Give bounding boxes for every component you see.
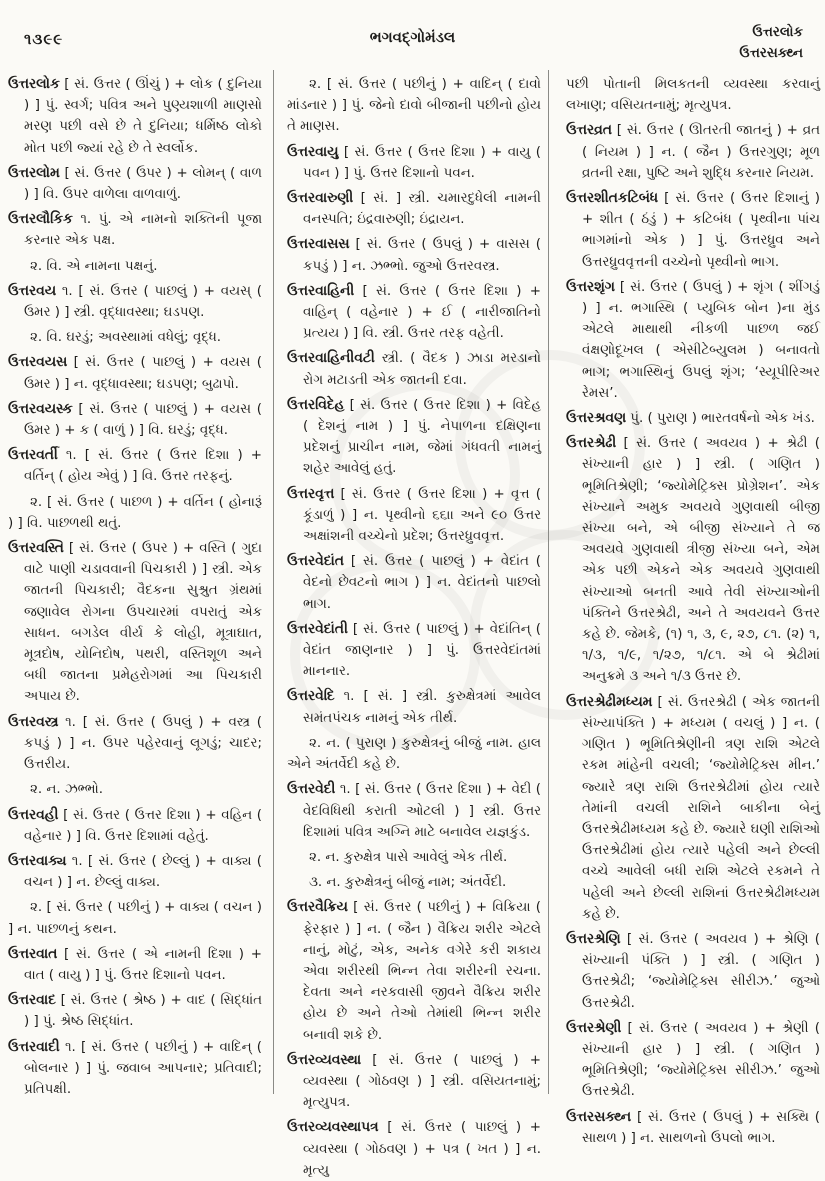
entry-headword: ઉત્તરવૃત્ત xyxy=(287,485,335,502)
entry-headword: ઉત્તરવાયુ xyxy=(287,143,339,160)
entry-headword: ઉત્તરલૌકિક xyxy=(8,211,73,228)
entry-headword: ઉત્તરવેદાંતી xyxy=(287,620,348,637)
entry-headword: ઉત્તરવસ્તિ xyxy=(8,540,64,557)
entry-headword: ઉત્તરવ્યવસ્થાપત્ર xyxy=(287,1119,379,1136)
entry-body: [ સં. ઉત્તર ( ઉપર ) + વસ્તિ ( ગુદા વાટે પાણી ચડાવવાની પિચકારી ) ] સ્ત્રી. એક જાતની પિચકારી; વૈદકના સુશ્રુત ગ્રંથમાં જણાવેલ રોગના ઉપચારમાં વપરાતું એક સાધન. બગડેલ વીર્ય કે લોહી, મૂત્રાઘાત, મૂત્રદોષ, યોનિદોષ, પથરી, વસ્તિશૂળ અને બધી જાતના પ્રમેહરોગમાં આ પિચકારી અપાય છે. xyxy=(24,541,262,705)
entry-headword: ઉત્તરવૈક્રિય xyxy=(287,899,348,916)
dictionary-entry xyxy=(287,551,541,615)
dictionary-entry xyxy=(287,872,541,893)
entry-body: ૧. પું. એ નામનો શક્તિની પૂજા કરનાર એક પક્ષ. xyxy=(24,212,263,249)
dictionary-entry xyxy=(287,348,541,390)
entry-headword: ઉત્તરલોક xyxy=(8,76,60,92)
entry-headword: ઉત્તરશ્રેણિ xyxy=(566,930,621,947)
dictionary-entry xyxy=(8,209,262,251)
entry-headword: ઉત્તરવસ્ત્ર xyxy=(8,713,59,730)
entry-headword: ઉત્તરવેદાંત xyxy=(287,553,344,570)
dictionary-entry xyxy=(287,188,541,230)
entry-body: [ સં. ઉત્તર ( ઉત્તર દિશા ) + વાયુ ( પવન ) ] પું. ઉત્તર દિશાનો પવન. xyxy=(303,144,541,181)
entry-headword: ઉત્તરવાક્ય xyxy=(8,852,67,869)
entry-headword: ઉત્તરવર્તી xyxy=(8,447,58,464)
entry-headword: ઉત્તરશ્રવણ xyxy=(566,410,626,427)
entry-headword: ઉત્તરવિદેહ xyxy=(287,396,345,413)
dictionary-entry xyxy=(8,281,262,323)
dictionary-entry xyxy=(8,897,262,939)
entry-body: [ સં. ઉત્તર ( પાછલું ) + વ્યવસ્થા ( ગોઠવણ ) + પત્ર ( ખત ) ] ન. મૃત્યુ xyxy=(303,1120,541,1178)
dictionary-entry xyxy=(287,484,541,548)
entry-body: ૨. વિ. ઘરડું; અવસ્થામાં વધેલું; વૃદ્ધ. xyxy=(30,330,222,346)
entry-body: ૨. [ સં. ઉત્તર ( પાછળ ) + વર્તિન ( હોનારૂં ) ] વિ. પાછળથી થતું. xyxy=(8,494,262,531)
entry-body: ૧. [ સં. ઉત્તર ( પાછલું ) + વયસ્ ( ઉમર ) ] સ્ત્રી. વૃદ્ધાવસ્થા; ઘડપણ. xyxy=(24,283,262,321)
entry-body: [ સં. ઉત્તર ( ઉત્તર દિશા ) + વાહિન્ ( વહેનાર ) + ઈ ( નારીજાતિનો પ્રત્યય ) ] વિ. સ્ત્રી. ઉત્તર તરફ વહેતી. xyxy=(303,283,541,342)
dictionary-entry xyxy=(287,74,541,138)
dictionary-entry xyxy=(566,188,820,273)
entry-body: [ સં. ઉત્તર ( ઉપર ) + લોમન્ ( વાળ ) ] વિ. ઉપર વાળેલા વાળવાળું. xyxy=(24,165,262,203)
dictionary-entry xyxy=(8,163,262,205)
entry-body: ૨. ન. ( પુરાણ ) કુરુક્ષેત્રનું બીજું નામ. હાલ એને અંતર્વેદી કહે છે. xyxy=(287,735,541,773)
entry-body: [ સં. ઉત્તર ( પાછલું ) + વયસ ( ઉમર ) ] ન. વૃદ્ધાવસ્થા; ઘડપણ; બુઢાપો. xyxy=(24,355,262,392)
dictionary-entry xyxy=(8,445,262,487)
dictionary-entry xyxy=(287,897,541,1045)
dictionary-entry xyxy=(566,692,820,925)
entry-body: [ સં. ઉત્તર ( અવયવ ) + શ્રેણિ ( સંખ્યાની પંક્તિ ) ] સ્ત્રી. ( ગણિત ) ઉત્તરશ્રેઢી; ‘જ્યોમેટ્રિક્સ સીરીઝ.’ જુઓ ઉત્તરશ્રેઢી. xyxy=(582,931,820,1011)
entry-body: [ સં. ઉત્તર ( એ નામની દિશા ) + વાત ( વાયુ ) ] પું. ઉત્તર દિશાનો પવન. xyxy=(24,946,262,983)
dictionary-entry xyxy=(287,1117,541,1181)
dictionary-entry xyxy=(287,142,541,184)
entry-body: [ સં. ઉત્તર ( પછીનું ) + વિક્રિયા ( ફેરફાર ) ] ન. ( જૈન ) વૈક્રિય શરીર એટલે નાનું, મોટું, એક, અનેક વગેરે કરી શકાય એવા શરીરથી ભિન્ન તેવા શરીરની રચના. દેવતા અને નરકવાસી જીવને વૈક્રિય શરીર હોય છે અને તેઓ તેમાંથી ભિન્ન શરીર બનાવી શકે છે. xyxy=(303,900,541,1043)
entry-headword: ઉત્તરવાદી xyxy=(8,1038,60,1055)
dictionary-entry xyxy=(287,619,541,683)
entry-headword: ઉત્તરવાહિની xyxy=(287,282,355,299)
dictionary-entry xyxy=(566,120,820,184)
guide-word-last: ઉત્તરસક્થ્ન xyxy=(739,45,803,61)
entry-body: ૨. ન. કુરુક્ષેત્ર પાસે આવેલું એક તીર્થ. xyxy=(309,849,508,865)
entry-body: ૨. [ સં. ઉત્તર ( પછીનું ) + વાક્ય ( વચન ) ] ન. પાછળનું કથન. xyxy=(8,900,262,937)
dictionary-entry xyxy=(8,851,262,893)
dictionary-page-body xyxy=(8,72,820,1178)
dictionary-entry xyxy=(8,538,262,708)
column-1 xyxy=(8,72,263,1097)
entry-body: [ સં. ઉત્તર ( ઉત્તર દિશા ) + વૃત્ત ( કૂંડાળું ) ] ન. પૃથ્વીનો ૬૬ાા અને ૯૦ ઉત્તર અક્ષાંશની વચ્ચેનો પ્રદેશ; ઉત્તરધ્રુવવૃત્ત. xyxy=(303,486,541,545)
dictionary-entry xyxy=(287,686,541,728)
entry-headword: ઉત્તરશ્રેઢીમધ્યમ xyxy=(566,693,653,710)
entry-body: [ સં. ઉત્તર ( ઊંચું ) + લોક ( દુનિયા ) ] પું. સ્વર્ગ; પવિત્ર અને પુણ્યશાળી માણસો મરણ પછી વસે છે તે દુનિયા; ધર્મિષ્ઠ લોકો મોત પછી જ્યાં રહે છે તે સ્વર્લોક. xyxy=(24,77,262,156)
entry-body: ૧. [ સં. ઉત્તર ( પછીનું ) + વાદિન્ ( બોલનાર ) ] પું. જવાબ આપનાર; પ્રતિવાદી; પ્રતિપક્ષી. xyxy=(24,1039,262,1097)
entry-body: પછી પોતાની મિલકતની વ્યવસ્થા કરવાનું લખાણ; વસિયતનામું; મૃત્યુપત્ર. xyxy=(566,77,820,114)
column-3 xyxy=(566,72,820,1146)
entry-headword: ઉત્તરશીતકટિબંધ xyxy=(566,190,659,207)
entry-body: [ સં. ઉત્તર ( પાછલું ) + વયસ ( ઉમર ) + ક ( વાળું ) ] વિ. ઘરડું; વૃદ્ધ. xyxy=(24,401,262,439)
entry-body: પું. ( પુરાણ ) ભારતવર્ષનો એક ખંડ. xyxy=(630,411,815,427)
entry-body: [ સં. ઉત્તર ( ઉત્તર દિશાનું ) + શીત ( ઠંડું ) + કટિબંધ ( પૃથ્વીના પાંચ ભાગમાંનો એક ) ] પું. ઉત્તરધ્રુવ અને ઉત્તરધ્રુવવૃત્તની વચ્ચેનો પૃથ્વીનો ભાગ. xyxy=(582,191,820,270)
entry-body: [ સં. ઉત્તર ( ઉપલું ) + સક્થિ ( સાથળ ) ] ન. સાથળનો ઉપલો ભાગ. xyxy=(582,1109,820,1146)
dictionary-entry xyxy=(566,277,820,404)
entry-body: [ સં. ] સ્ત્રી. ચમારદુધેલી નામની વનસ્પતિ; ઇંદ્રવારુણી; ઇંદ્રાયન. xyxy=(303,191,542,228)
entry-headword: ઉત્તરવારુણી xyxy=(287,190,354,207)
entry-headword: ઉત્તરલોમ xyxy=(8,164,60,181)
dictionary-entry xyxy=(287,1050,541,1114)
entry-headword: ઉત્તરશ્રેણી xyxy=(566,1019,622,1036)
entry-headword: ઉત્તરવયસ્ક xyxy=(8,400,73,417)
entry-headword: ઉત્તરવાદ xyxy=(8,992,56,1009)
entry-body: ૧. [ સં. ઉત્તર ( ઉત્તર દિશા ) + વર્તિન્ ( હોય એવું ) ] વિ. ઉત્તર તરફનું. xyxy=(24,448,262,485)
entry-headword: ઉત્તરવય xyxy=(8,282,56,299)
dictionary-entry xyxy=(287,281,541,345)
dictionary-entry xyxy=(566,929,820,1014)
dictionary-entry xyxy=(566,1107,820,1149)
dictionary-entry xyxy=(8,712,262,776)
entry-body: ૨. ન. ઝભ્ભો. xyxy=(30,782,104,798)
guide-word-first: ઉત્તરલોક xyxy=(752,24,803,40)
entry-headword: ઉત્તરવહી xyxy=(8,806,59,823)
entry-headword: ઉત્તરવેદી xyxy=(287,781,336,798)
entry-body: [ સં. ઉત્તર ( શ્રેષ્ઠ ) + વાદ ( સિદ્ધાંત ) ] પું. શ્રેષ્ઠ સિદ્ધાંત. xyxy=(24,993,262,1030)
entry-body: ૨. વિ. એ નામના પક્ષનું. xyxy=(30,258,158,274)
entry-body: ૨. [ સં. ઉત્તર ( પછીનું ) + વાદિન્ ( દાવો માંડનાર ) ] પું. જેનો દાવો બીજાની પછીનો હોય તે માણસ. xyxy=(287,77,541,135)
dictionary-entry xyxy=(287,395,541,480)
dictionary-entry xyxy=(566,408,820,429)
dictionary-entry xyxy=(287,847,541,868)
entry-headword: ઉત્તરવેદિ xyxy=(287,688,335,705)
dictionary-entry xyxy=(8,256,262,277)
entry-headword: ઉત્તરવાસસ xyxy=(287,236,350,253)
dictionary-entry xyxy=(566,433,820,687)
entry-body: [ સં. ઉત્તર ( અવયવ ) + શ્રેઢી ( સંખ્યાની હાર ) ] સ્ત્રી. ( ગણિત ) ભૂમિતિશ્રેણી; ‘જ્યોમેટ્રિક્સ પ્રોગ્રેશન’. એક સંખ્યાને અમુક અવયવે ગુણવાથી બીજી સંખ્યા બને, એ બીજી સંખ્યાને તે જ અવયવે ગુણવાથી ત્રીજી સંખ્યા બને, એમ એક પછી એકને એક અવયવે ગુણવાથી સંખ્યાઓ બનતી આવે તેવી સંખ્યાઓની પંક્તિને ઉત્તરશ્રેઢી, અને તે અવયવને ઉત્તર કહે છે. જેમકે, (૧) ૧, ૩, ૯, ૨૭, ૮૧. (૨) ૧, ૧/૩, ૧/૯, ૧/૨૭, ૧/૮૧. એ બે શ્રેઢીમાં અનુક્રમે ૩ અને ૧/૩ ઉત્તર છે. xyxy=(582,436,820,685)
entry-body: [ સં. ઉત્તર ( પાછલું ) + વેદાંત ( વેદનો છેવટનો ભાગ ) ] ન. વેદાંતનો પાછલો ભાગ. xyxy=(303,554,541,612)
entry-body: [ સં. ઉત્તરશ્રેઢી ( એક જાતની સંખ્યાપંક્તિ ) + મધ્યમ ( વચલું ) ] ન. ( ગણિત ) ભૂમિતિશ્રેણીની ત્રણ રાશિ એટલે રકમ માંહેની વચલી; ‘જ્યોમેટ્રિક્સ મીન.’ જ્યારે ત્રણ રાશિ ઉત્તરશ્રેઢીમાં હોય ત્યારે તેમાંની વચલી રાશિને બાકીના બેનું ઉત્તરશ્રેઢીમધ્યમ કહે છે. જ્યારે ઘણી રાશિઓ ઉત્તરશ્રેઢીમાં હોય ત્યારે પહેલી અને છેલ્લી વચ્ચે આવેલી બધી રાશિ એટલે રકમને તે પહેલી અને છેલ્લી રાશિનાં ઉત્તરશ્રેઢીમધ્યમ કહે છે. xyxy=(582,694,820,922)
entry-body: ૧. [ સં. ઉત્તર ( છેલ્લું ) + વાક્ય ( વચન ) ] ન. છેલ્લું વાક્ય. xyxy=(24,853,262,891)
entry-body: [ સં. ઉત્તર ( ઉત્તર દિશા ) + વિદેહ ( દેશનું નામ ) ] પું. નેપાળના દક્ષિણના પ્રદેશનું પ્રાચીન નામ, જેમાં ગંધવતી નામનું શહેર આવેલું હતું. xyxy=(303,397,541,477)
entry-headword: ઉત્તરસક્થ્ન xyxy=(566,1108,632,1125)
dictionary-entry xyxy=(8,492,262,534)
dictionary-entry xyxy=(287,234,541,276)
entry-headword: ઉત્તરશ્રેઢી xyxy=(566,435,617,452)
entry-headword: ઉત્તરવ્રત xyxy=(566,122,612,139)
entry-body: [ સં. ઉત્તર ( ઉત્તર દિશા ) + વહિન ( વહેનાર ) ] વિ. ઉત્તર દિશામાં વહેતું. xyxy=(24,807,262,844)
entry-body: ૧. [ સં. ] સ્ત્રી. કુરુક્ષેત્રમાં આવેલ સમંતપંચક નામનું એક તીર્થ. xyxy=(303,689,541,726)
page-number: ૧૩૯૯ xyxy=(24,30,64,48)
entry-headword: ઉત્તરશૃંગ xyxy=(566,278,615,295)
dictionary-entry xyxy=(8,327,262,348)
entry-body: [ સં. ઉત્તર ( ઉપલું ) + શૃંગ ( શીંગડું ) ] ન. ભગાસ્થિ ( પ્યુબિક બોન )ના મુંડ એટલે માથાથી નીકળી પાછળ જઈ વંક્ષણોદૂખલ ( એસીટેબ્યુલમ ) બનાવતો ભાગ; ભગાસ્થિનું ઉપલું શૃંગ; ‘સ્યૂપીરિઅર રેમસ’. xyxy=(582,279,820,401)
entry-headword: ઉત્તરવયસ xyxy=(8,354,68,371)
entry-headword: ઉત્તરવાહિનીવટી xyxy=(287,350,375,367)
dictionary-entry xyxy=(8,74,262,159)
entry-body: [ સં. ઉત્તર ( પાછલું ) + વ્યવસ્થા ( ગોઠવણ ) ] સ્ત્રી. વસિયતનામું; મૃત્યુપત્ર. xyxy=(303,1052,541,1111)
page-header xyxy=(0,0,825,70)
dictionary-entry xyxy=(8,805,262,847)
entry-body: ૩. ન. કુરુક્ષેત્રનું બીજું નામ; અંતર્વેદી. xyxy=(309,875,507,891)
entry-headword: ઉત્તરવ્યવસ્થા xyxy=(287,1051,362,1068)
dictionary-entry xyxy=(8,352,262,394)
dictionary-entry xyxy=(566,1018,820,1103)
entry-body: [ સં. ઉત્તર ( ઊતરતી જાતનું ) + વ્રત ( નિયમ ) ] ન. ( જૈન ) ઉત્તરગુણ; મૂળ વ્રતની રક્ષા, પુષ્ટિ અને શુદ્ધિ કરનાર નિયમ. xyxy=(582,123,820,181)
entry-body: ૧. [ સં. ઉત્તર ( ઉપલું ) + વસ્ત્ર ( કપડું ) ] ન. ઉપર પહેરવાનું લૂગડું; ચાદર; ઉત્તરીય. xyxy=(24,714,262,773)
entry-headword: ઉત્તરવાત xyxy=(8,945,58,962)
dictionary-entry xyxy=(287,779,541,843)
book-title: ભગવદ્ગોમંડલ xyxy=(369,28,456,46)
entry-body: ૧. [ સં. ઉત્તર ( ઉત્તર દિશા ) + વેદી ( વેદવિધિથી કરાતી ઓટલી ) ] સ્ત્રી. ઉત્તર દિશામાં પવિત્ર અગ્નિ માટે બનાવેલ યજ્ઞકુંડ. xyxy=(303,782,541,840)
dictionary-entry xyxy=(8,990,262,1032)
dictionary-entry xyxy=(8,944,262,986)
column-2 xyxy=(287,72,542,1178)
entry-body: [ સં. ઉત્તર ( ઉપલું ) + વાસસ ( કપડું ) ] ન. ઝભ્ભો. જુઓ ઉત્તરવસ્ત્ર. xyxy=(303,237,541,274)
dictionary-entry xyxy=(8,779,262,800)
guide-words xyxy=(739,22,803,64)
dictionary-entry xyxy=(287,733,541,775)
dictionary-entry xyxy=(566,74,820,116)
entry-body: [ સં. ઉત્તર ( પાછલું ) + વેદાંતિન્ ( વેદાંત જાણનાર ) ] પું. ઉત્તરવેદાંતમાં માનનાર. xyxy=(303,621,542,680)
entry-body: [ સં. ઉત્તર ( અવયવ ) + શ્રેણી ( સંખ્યાની હાર ) ] સ્ત્રી. ( ગણિત ) ભૂમિતિશ્રેણી; ‘જ્યોમેટ્રિક્સ સીરીઝ.’ જુઓ ઉત્તરશ્રેઢી. xyxy=(582,1020,820,1100)
dictionary-entry xyxy=(8,1037,262,1101)
entry-body: સ્ત્રી. ( વૈદક ) ઝાડા મરડાનો રોગ મટાડતી એક જાતની દવા. xyxy=(303,351,541,388)
dictionary-entry xyxy=(8,399,262,441)
